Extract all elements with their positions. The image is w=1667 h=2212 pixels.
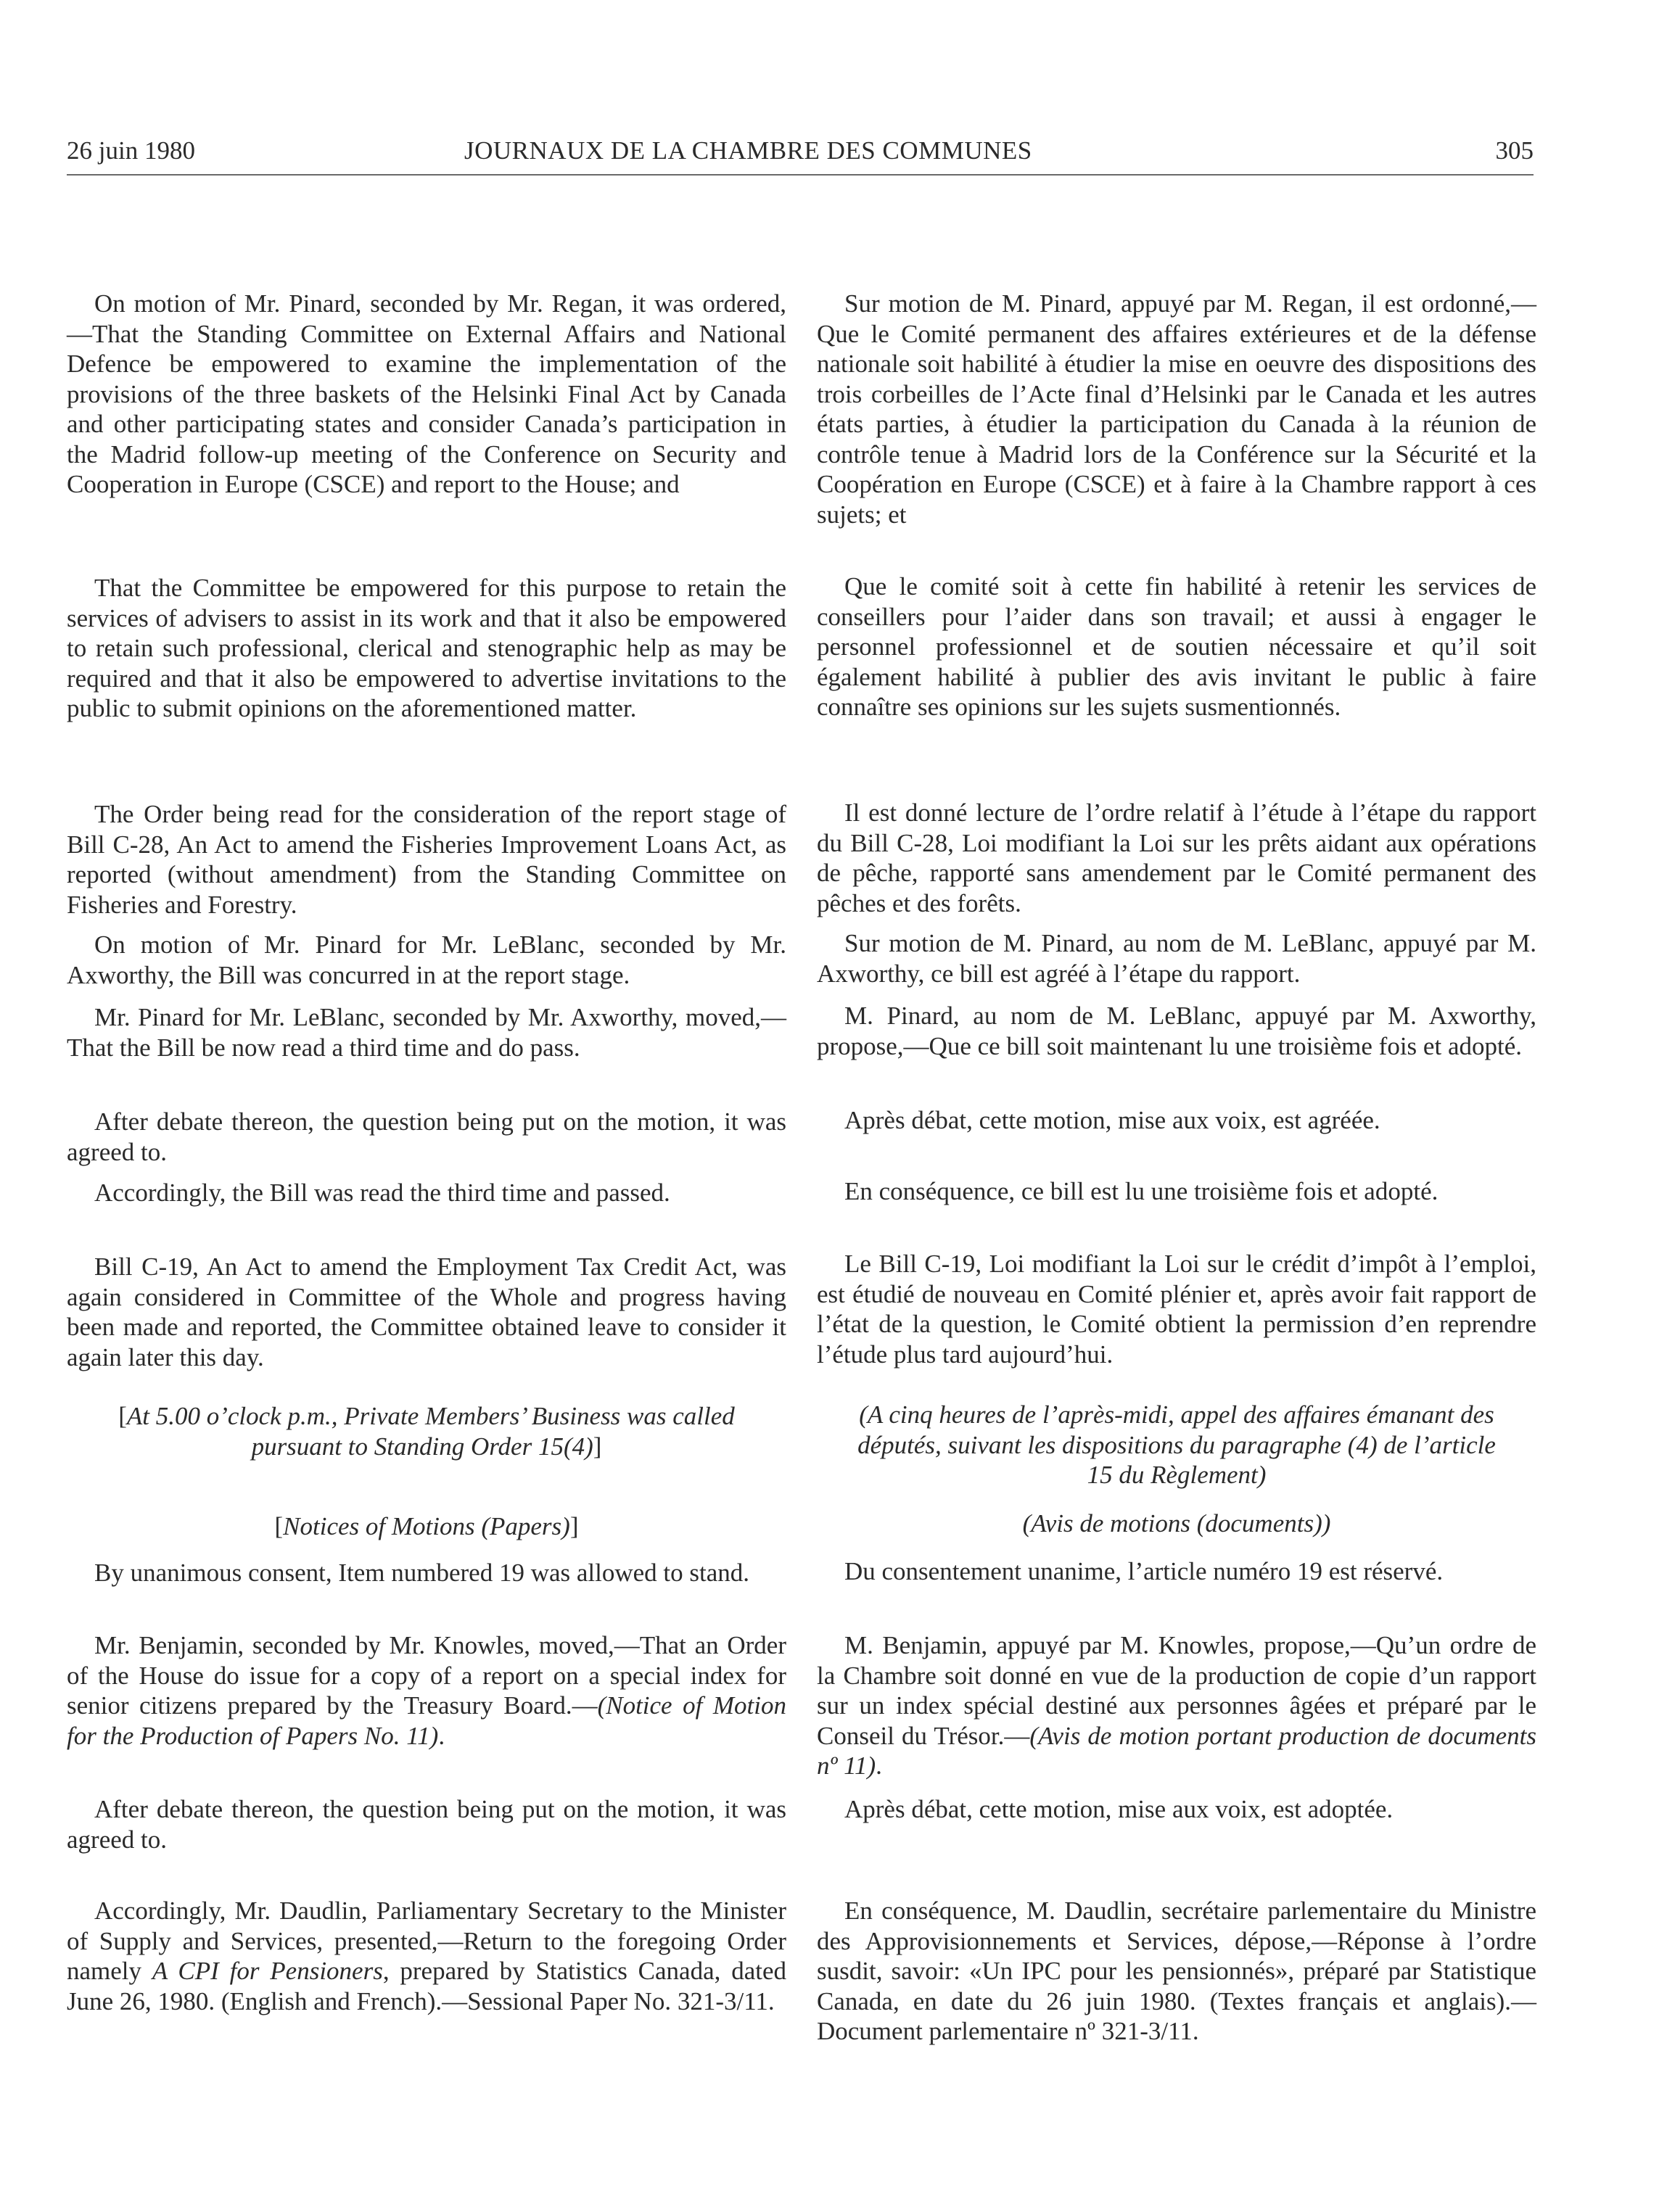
fr-private-members-note: (A cinq heures de l’après-midi, appel des affaires émanant des députés, suivant les dispositions du paragraphe (4) de l’article 15 du Règlement) [857,1400,1496,1489]
fr-paragraph-bill-passed: En conséquence, ce bill est lu une troisième fois et adopté. [844,1177,1438,1205]
page-number: 305 [1495,136,1534,165]
en-paragraph-debate-agreed: After debate thereon, the question being put on the motion, it was agreed to. [67,1107,786,1166]
fr-paragraph-bill-c28-order: Il est donné lecture de l’ordre relatif à l’étude à l’étape du rapport du Bill C-28, Loi modifiant la Loi sur les prêts aidant aux opérations de pêche, rapporté sans amendement par le Comité permanent des pêches et des forêts. [817,798,1536,917]
en-paragraph-committee-powers: That the Committee be empowered for this purpose to retain the services of advisers to assist in its work and that it also be empowered to retain such professional, clerical and stenographic help as may be required and that it also be empowered to advertise invitations to the public to submit opinions on the aforementioned matter. [67,574,786,722]
en-private-members-note: [At 5.00 o’clock p.m., Private Members’ Business was called pursuant to Standing Order 15(4)] [118,1402,735,1461]
fr-paragraph-daudlin-return: En conséquence, M. Daudlin, secrétaire parlementaire du Ministre des Approvisionnements et Services, dépose,—Réponse à l’ordre susdit, savoir: «Un IPC pour les pensionnés», préparé par Statistique Canada, en date du 26 juin 1980. (Textes français et anglais).—Document parlementaire nº 321-3/11. [817,1897,1536,2045]
fr-paragraph-item-19: Du consentement unanime, l’article numéro 19 est réservé. [844,1557,1444,1585]
en-paragraph-item-19: By unanimous consent, Item numbered 19 was allowed to stand. [94,1559,750,1587]
en-paragraph-helsinki-motion: On motion of Mr. Pinard, seconded by Mr. Regan, it was ordered,—That the Standing Committee on External Affairs and National Defence be empowered to examine the implementation of the provisions of the three baskets of the Helsinki Final Act by Canada and other participating states and consider Canada’s participation in the Madrid follow-up meeting of the Conference on Security and Cooperation in Europe (CSCE) and report to the House; and [67,289,786,498]
fr-paragraph-debate-agreed: Après débat, cette motion, mise aux voix, est agréée. [844,1106,1380,1134]
page-header [67,136,1534,173]
header-rule [67,174,1534,176]
en-paragraph-bill-c19: Bill C-19, An Act to amend the Employment Tax Credit Act, was again considered in Committee of the Whole and progress having been made and reported, the Committee obtained leave to consider it again later this day. [67,1252,786,1371]
en-paragraph-debate-agreed-2: After debate thereon, the question being put on the motion, it was agreed to. [67,1795,786,1854]
fr-paragraph-committee-powers: Que le comité soit à cette fin habilité à retenir les services de conseillers pour l’aider dans son travail; et aussi à engager le personnel professionnel et de soutien nécessaire et qu’il soit également habilité à publier des avis invitant le public à faire connaître ses opinions sur les sujets susmentionnés. [817,572,1536,721]
en-paragraph-daudlin-return: Accordingly, Mr. Daudlin, Parliamentary Secretary to the Minister of Supply and Services, presented,—Return to the foregoing Order namely A CPI for Pensioners, prepared by Statistics Canada, dated June 26, 1980. (English and French).—Sessional Paper No. 321-3/11. [67,1897,786,2015]
header-title: JOURNAUX DE LA CHAMBRE DES COMMUNES [464,136,1032,165]
en-notices-heading: [Notices of Motions (Papers)] [274,1512,579,1540]
en-paragraph-benjamin-motion: Mr. Benjamin, seconded by Mr. Knowles, moved,—That an Order of the House do issue for a copy of a report on a special index for senior citizens prepared by the Treasury Board.—(Notice of Motion for the Production of Papers No. 11). [67,1631,786,1750]
en-paragraph-report-stage: On motion of Mr. Pinard for Mr. LeBlanc, seconded by Mr. Axworthy, the Bill was concurred in at the report stage. [67,930,786,989]
en-paragraph-bill-passed: Accordingly, the Bill was read the third time and passed. [94,1179,670,1207]
fr-paragraph-report-stage: Sur motion de M. Pinard, au nom de M. LeBlanc, appuyé par M. Axworthy, ce bill est agréé à l’étape du rapport. [817,929,1536,988]
fr-paragraph-benjamin-motion: M. Benjamin, appuyé par M. Knowles, propose,—Qu’un ordre de la Chambre soit donné en vue de la production de copie d’un rapport sur un index spécial destiné aux personnes âgées et préparé par le Conseil du Trésor.—(Avis de motion portant production de documents nº 11). [817,1631,1537,1780]
fr-notices-heading: (Avis de motions (documents)) [1022,1509,1331,1538]
en-paragraph-third-reading-motion: Mr. Pinard for Mr. LeBlanc, seconded by Mr. Axworthy, moved,—That the Bill be now read a third time and do pass. [67,1003,786,1062]
header-date: 26 juin 1980 [67,136,195,165]
fr-paragraph-third-reading-motion: M. Pinard, au nom de M. LeBlanc, appuyé par M. Axworthy, propose,—Que ce bill soit maintenant lu une troisième fois et adopté. [817,1002,1536,1060]
fr-paragraph-bill-c19: Le Bill C-19, Loi modifiant la Loi sur le crédit d’impôt à l’emploi, est étudié de nouveau en Comité plénier et, après avoir fait rapport de l’état de la question, le Comité obtient la permission d’en reprendre l’étude plus tard aujourd’hui. [817,1250,1536,1369]
fr-paragraph-debate-adopted: Après débat, cette motion, mise aux voix, est adoptée. [844,1795,1394,1823]
en-paragraph-bill-c28-order: The Order being read for the consideration of the report stage of Bill C-28, An Act to amend the Fisheries Improvement Loans Act, as reported (without amendment) from the Standing Committee on Fisheries and Forestry. [67,800,786,919]
fr-paragraph-helsinki-motion: Sur motion de M. Pinard, appuyé par M. Regan, il est ordonné,—Que le Comité permanent des affaires extérieures et de la défense nationale soit habilité à étudier la mise en oeuvre des dispositions des trois corbeilles de l’Acte final d’Helsinki par le Canada et les autres états parties, à étudier la participation du Canada à la réunion de contrôle tenue à Madrid lors de la Conférence sur la Sécurité et la Coopération en Europe (CSCE) et à faire à la Chambre rapport à ces sujets; et [817,289,1536,529]
